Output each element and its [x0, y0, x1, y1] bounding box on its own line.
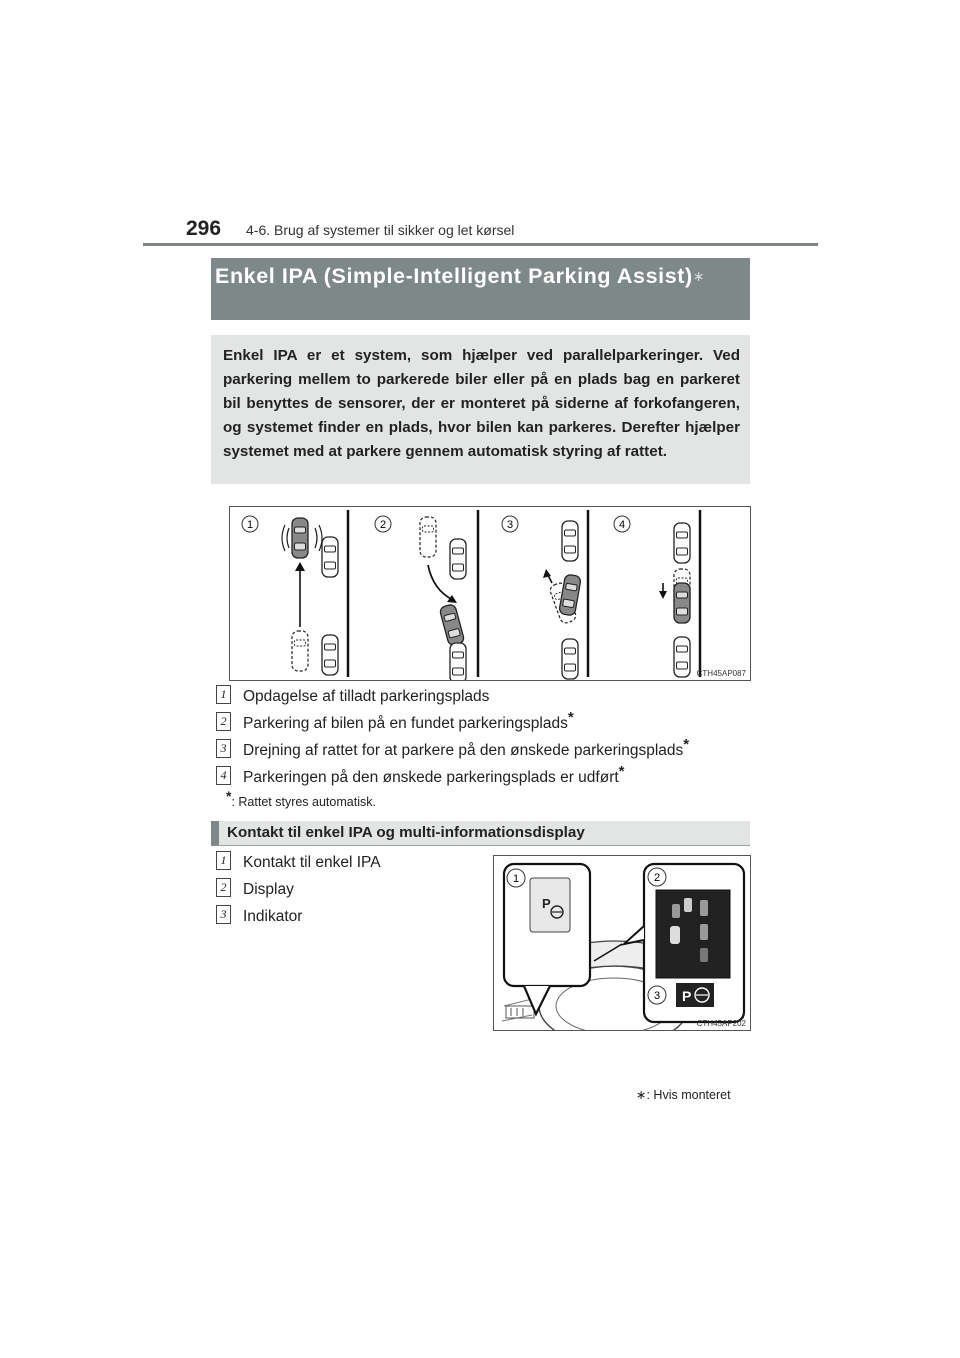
step-item [216, 762, 689, 794]
footnote-text: : Hvis monteret [646, 1088, 731, 1102]
svg-text:P: P [682, 988, 692, 1004]
component-item [216, 906, 381, 933]
component-number: 3 [216, 905, 231, 924]
figure1-label-3: 3 [506, 519, 514, 531]
parking-sequence-figure [229, 506, 751, 681]
step-star: * [567, 708, 574, 726]
figure2-label-3: 3 [653, 990, 661, 1002]
component-number: 1 [216, 851, 231, 870]
figure1-code: CTH45AP087 [696, 669, 746, 678]
page-title-text: Enkel IPA (Simple-Intelligent Parking Assist) [215, 264, 693, 288]
figure2-label-2: 2 [653, 872, 661, 884]
components-list [216, 852, 381, 933]
step-star: * [683, 735, 690, 753]
step-text: Drejning af rattet for at parkere på den ønskede parkeringsplads [243, 742, 684, 759]
header-rule [143, 243, 818, 246]
figure1-label-2: 2 [379, 519, 387, 531]
steps-list [216, 686, 689, 794]
note-star: * [226, 787, 232, 804]
step-number: 2 [216, 712, 231, 731]
title-star: ∗ [692, 268, 706, 284]
page-title [215, 262, 742, 290]
figure2-label-1: 1 [512, 873, 520, 885]
figure2-code: CTH45AP202 [696, 1019, 746, 1028]
step-item [216, 686, 689, 713]
step-number: 3 [216, 739, 231, 758]
subsection-heading-bar [211, 821, 750, 846]
step-number: 4 [216, 766, 231, 785]
note-text: : Rattet styres automatisk. [231, 795, 376, 809]
dashboard-figure [493, 855, 751, 1031]
subsection-heading: Kontakt til enkel IPA og multi-informationsdisplay [227, 824, 585, 841]
step-number: 1 [216, 685, 231, 704]
figure1-label-1: 1 [246, 519, 254, 531]
step-star: * [618, 762, 625, 780]
svg-text:P: P [542, 896, 551, 911]
step-text: Parkeringen på den ønskede parkeringsplads er udført [243, 769, 619, 786]
component-text: Indikator [243, 908, 303, 925]
panel-1 [242, 510, 348, 677]
auto-steer-note [226, 787, 376, 809]
intro-text: Enkel IPA er et system, som hjælper ved parallelparkeringer. Ved parkering mellem to parkerede biler eller på en plads bag en parkeret bil benyttes de sensorer, der er monteret på siderne af forkofangeren, og systemet finder en plads, hvor bilen kan parkeres. Derefter hjælper systemet med at parkere gennem automatisk styring af rattet. [223, 347, 740, 460]
intro-box [211, 335, 750, 484]
footnote [636, 1087, 731, 1102]
step-text: Opdagelse af tilladt parkeringsplads [243, 688, 490, 705]
component-text: Display [243, 881, 294, 898]
section-path: 4-6. Brug af systemer til sikker og let kørsel [246, 222, 515, 238]
step-text: Parkering af bilen på en fundet parkeringsplads [243, 715, 568, 732]
figure1-label-4: 4 [618, 519, 626, 531]
component-item [216, 879, 381, 906]
footnote-star: ∗ [636, 1088, 647, 1102]
component-number: 2 [216, 878, 231, 897]
panel-2 [375, 510, 478, 680]
component-text: Kontakt til enkel IPA [243, 854, 381, 871]
step-item [216, 708, 689, 740]
page-number: 296 [186, 217, 222, 240]
panel-4 [614, 510, 700, 677]
dashboard-illustration [494, 856, 750, 1030]
component-item [216, 852, 381, 879]
title-bar [211, 258, 750, 320]
panel-3 [502, 510, 588, 679]
parking-sequence-illustration [230, 507, 750, 680]
